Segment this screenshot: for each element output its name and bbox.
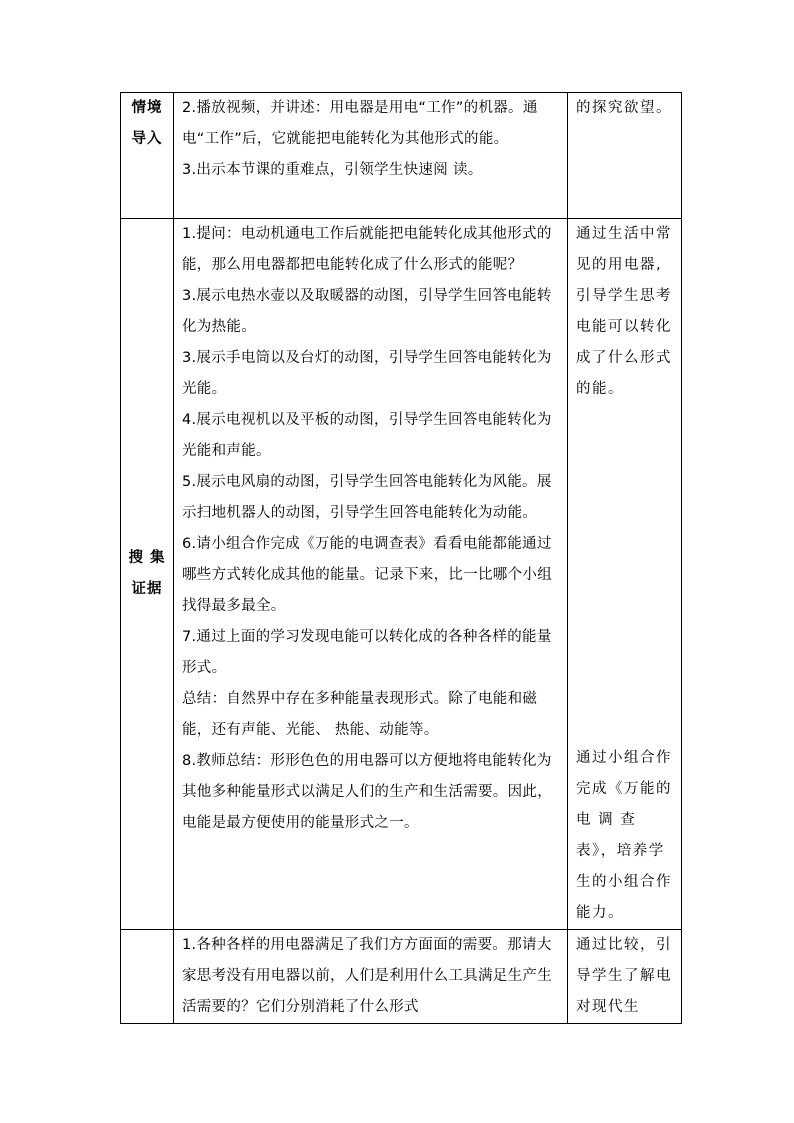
table-row: [121, 219, 682, 930]
section-label: 搜 集 证据: [128, 550, 166, 597]
section-label-cell: [121, 93, 174, 219]
teaching-content-cell: [174, 219, 568, 930]
table-row: [121, 93, 682, 219]
design-intent: 的探究欲望。: [576, 100, 672, 116]
spacer: [568, 405, 681, 743]
teaching-content: 1.提问：电动机通电工作后就能把电能转化成其他形式的能，那么用电器都把电能转化成了什么形式的能呢？ 3.展示电热水壶以及取暖器的动图，引导学生回答电能转化为热能。 3.展示手电筒以及台灯的动图，引导学生回答电能转化为光能。 4.展示电视机以及平板的动图，引导学生回答电能转化为光能和声能。 5.展示电风扇的动图，引导学生回答电能转化为风能。展示扫地机器人的动图，引导学生回答电能转化为动能。 6.请小组合作完成《万能的电调查表》看看电能都能通过哪些方式转化成其他的能量。记录下来，比一比哪个小组找得最多最全。 7.通过上面的学习发现电能可以转化成的各种各样的能量形式。 总结：自然界中存在多种能量表现形式。除了电能和磁能，还有声能、光能、 热能、动能等。 8.教师总结：形形色色的用电器可以方便地将电能转化为其他多种能量形式以满足人们的生产和生活需要。因此，电能是最方便使用的能量形式之一。: [182, 226, 552, 831]
section-label-cell: [121, 930, 174, 1024]
teaching-content: 1.各种各样的用电器满足了我们方方面面的需要。那请大家思考没有用电器以前，人们是利用什么工具满足生产生活需要的？它们分别消耗了什么形式: [182, 937, 552, 1015]
section-label-cell: [121, 219, 174, 930]
table-row: [121, 930, 682, 1024]
teaching-content: 2.播放视频，并讲述：用电器是用电“工作”的机器。通电“工作”后，它就能把电能转化为其他形式的能。 3.出示本节课的重难点，引领学生快速阅 读。: [182, 100, 538, 178]
design-intent-cell: [568, 219, 682, 930]
design-intent: 通过小组合作完成《万能的 电 调 查表》，培养学生的小组合作能力。: [576, 750, 672, 921]
design-intent: 通过比较，引导学生了解电对现代生: [576, 937, 672, 1015]
design-intent-cell: [568, 93, 682, 219]
teaching-content-cell: [174, 930, 568, 1024]
teaching-content-cell: [174, 93, 568, 219]
section-label: 情境 导入: [131, 100, 163, 147]
design-intent: 通过生活中常见的用电器,引导学生思考电能可以转化成了什么形式的能。: [576, 226, 672, 397]
lesson-plan-table: [120, 92, 682, 1024]
design-intent-cell: [568, 930, 682, 1024]
